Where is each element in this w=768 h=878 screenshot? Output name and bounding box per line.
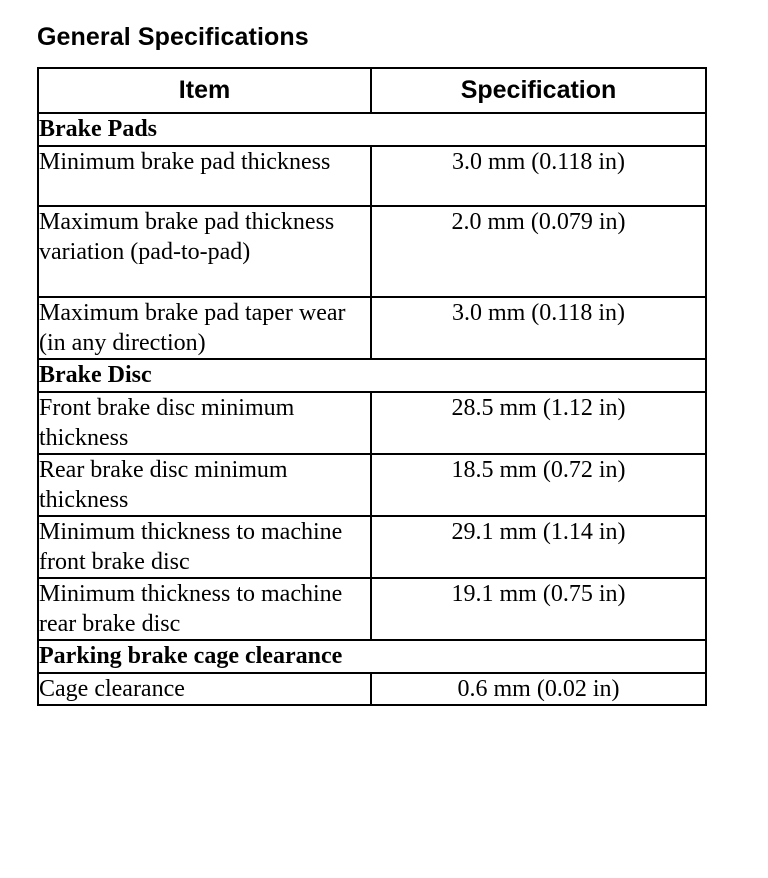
item-cell: Maximum brake pad taper wear (in any direction) — [38, 297, 371, 359]
page-title: General Specifications — [37, 23, 309, 51]
section-row-parking-brake — [38, 640, 706, 673]
section-row-brake-disc — [38, 359, 706, 392]
spec-cell: 3.0 mm (0.118 in) — [371, 146, 706, 206]
spec-cell: 28.5 mm (1.12 in) — [371, 392, 706, 454]
table-row — [38, 206, 706, 297]
spec-cell: 0.6 mm (0.02 in) — [371, 673, 706, 705]
table-row — [38, 392, 706, 454]
table-row — [38, 673, 706, 705]
item-cell: Minimum thickness to machine front brake disc — [38, 516, 371, 578]
item-cell: Rear brake disc minimum thickness — [38, 454, 371, 516]
spec-cell: 2.0 mm (0.079 in) — [371, 206, 706, 297]
item-cell: Maximum brake pad thickness variation (pad-to-pad) — [38, 206, 371, 297]
table-row — [38, 146, 706, 206]
spec-cell: 19.1 mm (0.75 in) — [371, 578, 706, 640]
item-cell: Front brake disc minimum thickness — [38, 392, 371, 454]
specifications-table — [37, 67, 707, 706]
item-cell: Minimum thickness to machine rear brake disc — [38, 578, 371, 640]
section-title: Brake Pads — [38, 113, 706, 146]
spec-cell: 29.1 mm (1.14 in) — [371, 516, 706, 578]
section-row-brake-pads — [38, 113, 706, 146]
table-row — [38, 516, 706, 578]
column-header-specification: Specification — [371, 68, 706, 113]
item-cell: Minimum brake pad thickness — [38, 146, 371, 206]
table-row — [38, 578, 706, 640]
section-title: Parking brake cage clearance — [38, 640, 706, 673]
spec-cell: 18.5 mm (0.72 in) — [371, 454, 706, 516]
spec-cell: 3.0 mm (0.118 in) — [371, 297, 706, 359]
column-header-item: Item — [38, 68, 371, 113]
table-row — [38, 454, 706, 516]
section-title: Brake Disc — [38, 359, 706, 392]
item-cell: Cage clearance — [38, 673, 371, 705]
header-row — [38, 68, 706, 113]
table-row — [38, 297, 706, 359]
